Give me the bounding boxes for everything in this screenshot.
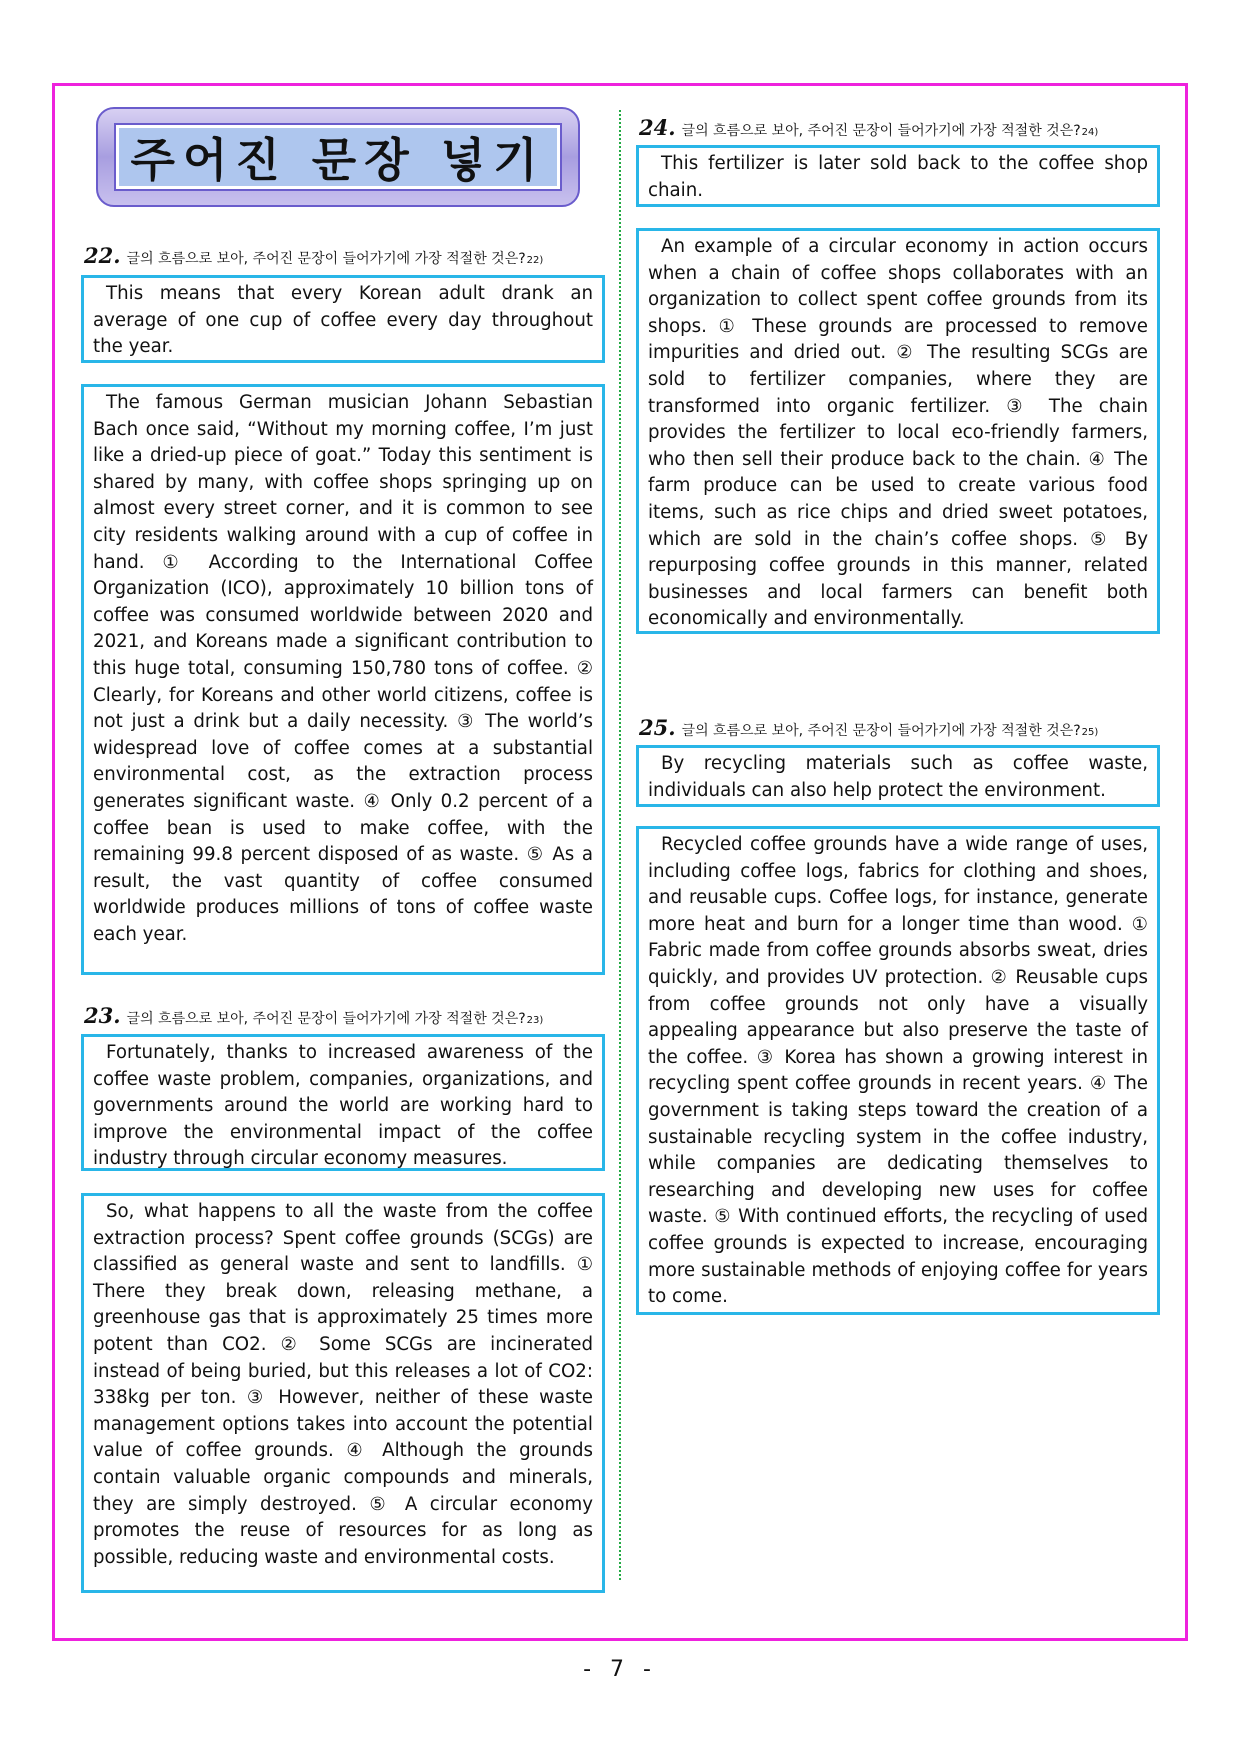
section-title-inner — [116, 125, 560, 189]
section-title-plate — [96, 107, 580, 207]
question-22-header — [84, 243, 543, 273]
question-number: 24. — [639, 115, 676, 140]
question-24-header — [639, 115, 1098, 145]
column-divider — [619, 110, 621, 1580]
question-footnote-ref: 22) — [526, 255, 544, 266]
question-22-passage: The famous German musician Johann Sebastian Bach once said, “Without my morning coffee, I’m just like a dried-up piece of goat.” Today this sentiment is shared by many, with coffee shops springing up on almost every street corner, and it is common to see city residents walking around with a cup of coffee in hand. ① According to the International Coffee Organization (ICO), approximately 10 billion tons of coffee was consumed worldwide between 2020 and 2021, and Koreans made a significant contribution to this huge total, consuming 150,780 tons of coffee. ② Clearly, for Koreans and other world citizens, coffee is not just a drink but a daily necessity. ③ The world’s widespread love of coffee comes at a substantial environmental cost, as the extraction process generates significant waste. ④ Only 0.2 percent of a coffee bean is used to make coffee, with the remaining 99.8 percent disposed of as waste. ⑤ As a result, the vast quantity of coffee consumed worldwide produces millions of tons of coffee waste each year. — [81, 384, 605, 975]
section-title: 주어진 문장 넣기 — [130, 133, 546, 187]
question-prompt: 글의 흐름으로 보아, 주어진 문장이 들어가기에 가장 적절한 것은? — [126, 1011, 526, 1027]
question-23-header — [84, 1003, 543, 1033]
page-number: - 7 - — [583, 1657, 657, 1682]
question-prompt: 글의 흐름으로 보아, 주어진 문장이 들어가기에 가장 적절한 것은? — [681, 123, 1081, 139]
question-24-given-sentence: This fertilizer is later sold back to the coffee shop chain. — [636, 145, 1160, 207]
question-23-passage: So, what happens to all the waste from the coffee extraction process? Spent coffee grounds (SCGs) are classified as general waste and sent to landfills. ① There they break down, releasing methane, a greenhouse gas that is approximately 25 times more potent than CO2. ② Some SCGs are incinerated instead of being buried, but this releases a lot of CO2: 338kg per ton. ③ However, neither of these waste management options takes into account the potential value of coffee grounds. ④ Although the grounds contain valuable organic compounds and minerals, they are simply destroyed. ⑤ A circular economy promotes the reuse of resources for as long as possible, reducing waste and environmental costs. — [81, 1193, 605, 1593]
question-footnote-ref: 24) — [1081, 127, 1099, 138]
question-24-passage: An example of a circular economy in action occurs when a chain of coffee shops collaborates with an organization to collect spent coffee grounds from its shops. ① These grounds are processed to remove impurities and dried out. ② The resulting SCGs are sold to fertilizer companies, where they are transformed into organic fertilizer. ③ The chain provides the fertilizer to local eco-friendly farmers, who then sell their produce back to the chain. ④ The farm produce can be used to create various food items, such as rice chips and dried sweet potatoes, which are sold in the chain’s coffee shops. ⑤ By repurposing coffee grounds in this manner, related businesses and local farmers can benefit both economically and environmentally. — [636, 228, 1160, 634]
question-footnote-ref: 23) — [526, 1015, 544, 1026]
question-prompt: 글의 흐름으로 보아, 주어진 문장이 들어가기에 가장 적절한 것은? — [681, 723, 1081, 739]
question-prompt: 글의 흐름으로 보아, 주어진 문장이 들어가기에 가장 적절한 것은? — [126, 251, 526, 267]
question-number: 25. — [639, 715, 676, 740]
question-number: 23. — [84, 1003, 121, 1028]
question-footnote-ref: 25) — [1081, 727, 1099, 738]
question-25-passage: Recycled coffee grounds have a wide range of uses, including coffee logs, fabrics for clothing and shoes, and reusable cups. Coffee logs, for instance, generate more heat and burn for a longer time than wood. ① Fabric made from coffee grounds absorbs sweat, dries quickly, and provides UV protection. ② Reusable cups from coffee grounds not only have a visually appealing appearance but also preserve the taste of the coffee. ③ Korea has shown a growing interest in recycling spent coffee grounds in recent years. ④ The government is taking steps toward the creation of a sustainable recycling system in the coffee industry, while companies are dedicating themselves to researching and developing new uses for coffee waste. ⑤ With continued efforts, the recycling of used coffee grounds is expected to increase, encouraging more sustainable methods of enjoying coffee for years to come. — [636, 826, 1160, 1315]
question-23-given-sentence: Fortunately, thanks to increased awareness of the coffee waste problem, companies, organizations, and governments around the world are working hard to improve the environmental impact of the coffee industry through circular economy measures. — [81, 1034, 605, 1171]
question-22-given-sentence: This means that every Korean adult drank an average of one cup of coffee every day throughout the year. — [81, 275, 605, 363]
question-25-given-sentence: By recycling materials such as coffee waste, individuals can also help protect the environment. — [636, 745, 1160, 807]
question-25-header — [639, 715, 1098, 745]
question-number: 22. — [84, 243, 121, 268]
